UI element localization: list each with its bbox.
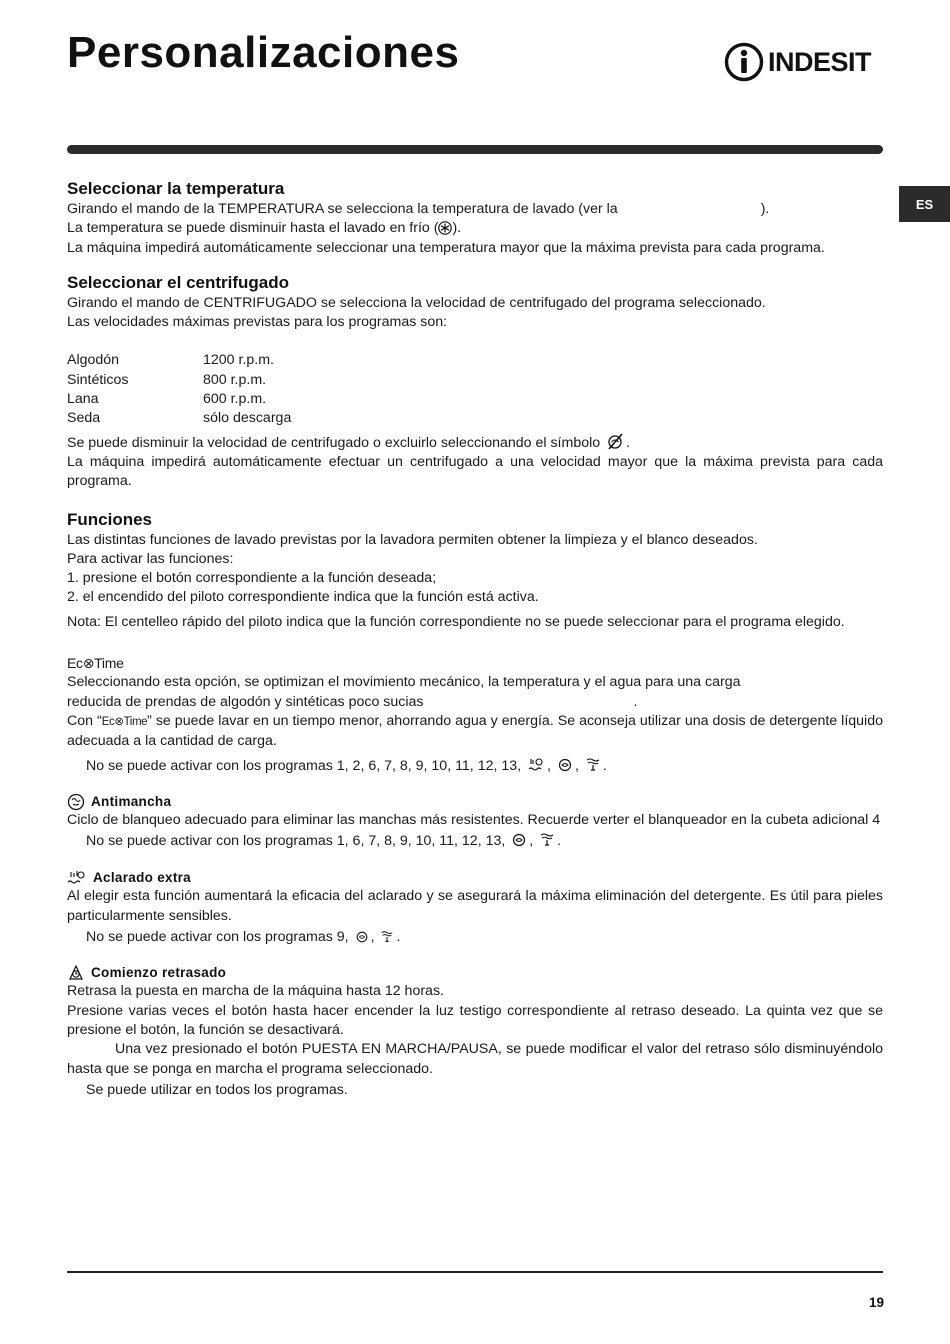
section-comienzo xyxy=(67,964,883,1100)
seda-icon xyxy=(557,757,573,773)
antimancha-p2 xyxy=(67,832,883,851)
spin-speed: 600 r.p.m. xyxy=(203,391,267,408)
bottom-divider xyxy=(67,1271,883,1273)
separator: , xyxy=(529,833,534,850)
comienzo-label: Comienzo retrasado xyxy=(91,965,227,981)
ecotime-p1 xyxy=(67,673,883,712)
comienzo-p4: Se puede utilizar en todos los programas. xyxy=(86,1081,348,1098)
comienzo-p1: Retrasa la puesta en marcha de la máquina hasta 12 horas. xyxy=(67,983,444,1000)
spin-speed: 1200 r.p.m. xyxy=(203,352,274,369)
comienzo-p3: Una vez presionado el botón PUESTA EN MARCHA/PAUSA, se puede modificar el valor del retraso sólo disminuyéndolo hasta que se ponga en marcha el programa seleccionado. xyxy=(67,1041,883,1077)
heading-aclarado xyxy=(67,869,883,887)
seda-icon xyxy=(355,930,369,944)
lana-icon xyxy=(380,930,394,944)
section-aclarado xyxy=(67,869,883,947)
heading-funciones: Funciones xyxy=(67,509,153,529)
temperatura-p2-end: ). xyxy=(452,220,462,237)
aclarado-extra-icon xyxy=(67,870,87,886)
antimancha-p2-text: No se puede activar con los programas 1, 6, 7, 8, 9, 10, 11, 12, 13, xyxy=(86,833,506,850)
ecotime-p2 xyxy=(67,712,883,752)
section-centrifugado xyxy=(67,272,883,492)
period: . xyxy=(396,929,401,946)
seda-icon xyxy=(511,832,527,848)
centrifugado-p3 xyxy=(67,432,883,453)
antimancha-p1: Ciclo de blanqueo adecuado para eliminar las manchas más resistentes. Recuerde verter el blanqueador en la cubeta adicional 4 xyxy=(67,811,881,828)
ecotime-p1-text2: reducida de prendas de algodón y sintéticas poco sucias xyxy=(67,693,424,710)
section-funciones xyxy=(67,509,883,632)
temperatura-p1-text: Girando el mando de la TEMPERATURA se selecciona la temperatura de lavado (ver la xyxy=(67,201,618,217)
aclarado-p1: Al elegir esta función aumentará la eficacia del aclarado y se asegurará la máxima eliminación del detergente. Es útil para pieles particularmente sensibles. xyxy=(67,888,883,924)
snowflake-icon xyxy=(438,221,452,235)
centrifugado-p1: Girando el mando de CENTRIFUGADO se selecciona la velocidad de centrifugado del programa seleccionado. xyxy=(67,294,766,311)
indesit-logo-icon xyxy=(724,41,764,83)
lana-icon xyxy=(585,757,601,773)
spin-program: Algodón xyxy=(67,352,120,369)
separator: , xyxy=(370,929,375,946)
ecotime-label: Ec⊗Time xyxy=(67,655,124,672)
no-spin-icon xyxy=(606,432,624,450)
ecotime-p1-text: Seleccionando esta opción, se optimizan el movimiento mecánico, la temperatura y el agua para una carga xyxy=(67,674,741,691)
comienzo-p2: Presione varias veces el botón hasta hacer encender la luz testigo correspondiente al retraso deseado. La quinta vez que se presione el botón, la función se desactivará. xyxy=(67,1002,883,1038)
delay-start-icon xyxy=(67,964,85,982)
temperatura-p1-end: ). xyxy=(760,201,770,217)
aclarado-p2 xyxy=(67,928,883,947)
section-antimancha xyxy=(67,793,883,852)
ecotime-p3 xyxy=(67,757,883,776)
table-row xyxy=(67,390,883,409)
spin-speed: sólo descarga xyxy=(203,410,292,427)
page-title: Personalizaciones xyxy=(67,28,460,77)
funciones-p2: Para activar las funciones: xyxy=(67,550,234,567)
ecotime-p3-text: No se puede activar con los programas 1, 2, 6, 7, 8, 9, 10, 11, 12, 13, xyxy=(86,757,522,774)
centrifugado-p3-end: . xyxy=(626,434,631,451)
period: . xyxy=(557,833,562,850)
funciones-nota: Nota: El centelleo rápido del piloto indica que la función correspondiente no se puede seleccionar para el programa elegido. xyxy=(67,613,845,630)
section-ecotime xyxy=(67,654,883,776)
heading-comienzo xyxy=(67,964,883,982)
spin-program: Lana xyxy=(67,391,99,408)
table-row xyxy=(67,351,883,370)
separator: , xyxy=(547,757,551,774)
ecotime-p1-end: . xyxy=(633,693,638,710)
spin-speed-table xyxy=(67,351,883,428)
temperatura-p3: La máquina impedirá automáticamente seleccionar una temperatura mayor que la máxima prevista para cada programa. xyxy=(67,239,825,256)
temperatura-p2-text: La temperatura se puede disminuir hasta el lavado en frío ( xyxy=(67,220,439,237)
period: . xyxy=(602,757,607,774)
ecotime-inline-label: Ec⊗Time xyxy=(101,715,148,728)
centrifugado-p2: Las velocidades máximas previstas para los programas son: xyxy=(67,314,448,331)
page-number: 19 xyxy=(869,1295,885,1310)
language-tab: ES xyxy=(899,186,950,222)
page-content xyxy=(67,178,883,1100)
separator: , xyxy=(574,757,579,774)
brand-name: INDESIT xyxy=(768,46,872,77)
aclarado-extra-icon xyxy=(527,757,545,773)
antimancha-icon xyxy=(67,793,85,811)
lana-icon xyxy=(539,832,555,848)
ecotime-p2-text2: ” se puede lavar en un tiempo menor, ahorrando agua y energía. Se aconseja utilizar una dosis de detergente líquido adecuada a la cantidad de carga. xyxy=(67,712,883,750)
centrifugado-p3-text: Se puede disminuir la velocidad de centrifugado o excluirlo seleccionando el símbolo xyxy=(67,434,601,451)
aclarado-label: Aclarado extra xyxy=(93,870,191,886)
aclarado-p2-text: No se puede activar con los programas 9, xyxy=(86,929,349,946)
ecotime-p2-text: Con “ xyxy=(67,712,102,729)
table-row xyxy=(67,409,883,428)
spin-program: Seda xyxy=(67,410,101,427)
heading-antimancha xyxy=(67,793,883,811)
brand-logo xyxy=(724,40,871,84)
heading-temperatura: Seleccionar la temperatura xyxy=(67,179,285,198)
centrifugado-p4: La máquina impedirá automáticamente efectuar un centrifugado a una velocidad mayor que la máxima prevista para cada programa. xyxy=(67,453,883,490)
table-row xyxy=(67,371,883,390)
heading-centrifugado: Seleccionar el centrifugado xyxy=(67,272,290,292)
temperatura-p1 xyxy=(67,200,883,219)
funciones-p1: Las distintas funciones de lavado previstas por la lavadora permiten obtener la limpieza y el blanco deseados. xyxy=(67,531,758,548)
spin-program: Sintéticos xyxy=(67,371,129,388)
temperatura-p2 xyxy=(67,219,883,238)
funciones-step1: 1. presione el botón correspondiente a la función deseada; xyxy=(67,570,437,587)
antimancha-label: Antimancha xyxy=(91,793,172,809)
funciones-step2: 2. el encendido del piloto correspondiente indica que la función está activa. xyxy=(67,589,539,606)
top-divider xyxy=(67,145,883,154)
section-temperatura xyxy=(67,178,883,258)
spin-speed: 800 r.p.m. xyxy=(203,371,267,388)
